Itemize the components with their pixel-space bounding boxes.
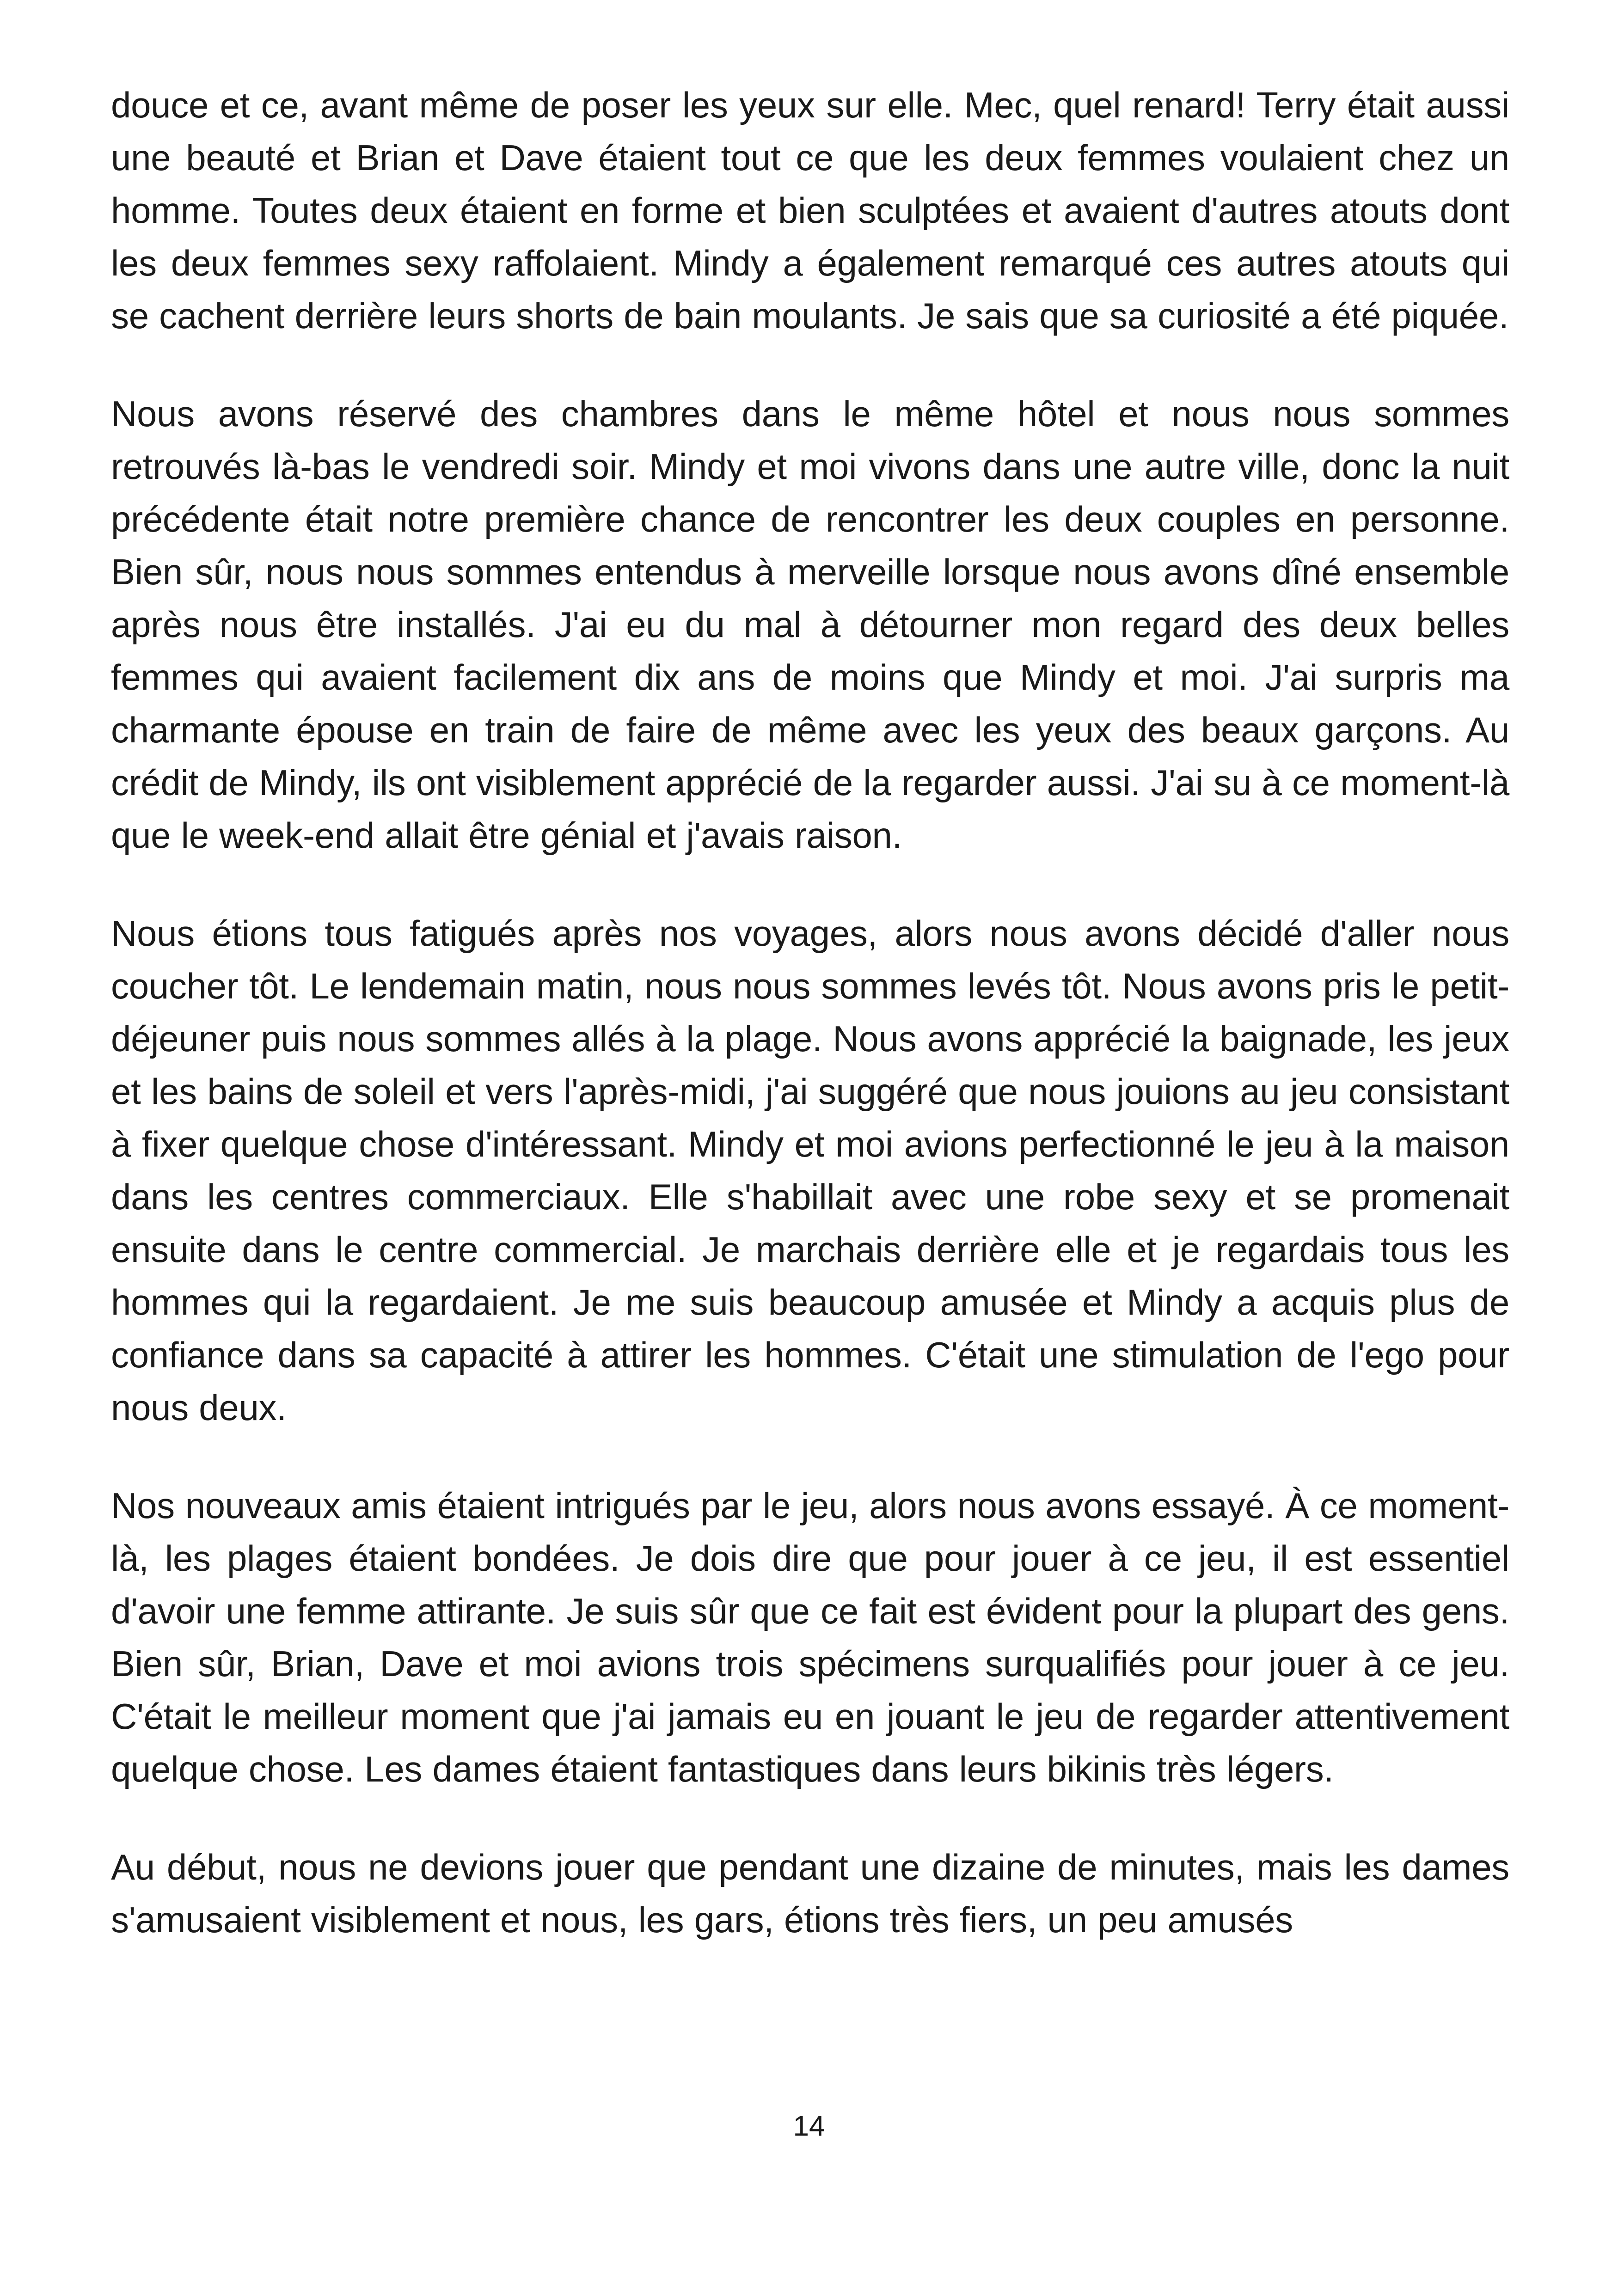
paragraph: Nos nouveaux amis étaient intrigués par le jeu, alors nous avons essayé. À ce moment-là, les plages étaient bondées. Je dois dire que pour jouer à ce jeu, il est essentiel d'avoir une femme attirante. Je suis sûr que ce fait est évident pour la plupart des gens. Bien sûr, Brian, Dave et moi avions trois spécimens surqualifiés pour jouer à ce jeu. C'était le meilleur moment que j'ai jamais eu en jouant le jeu de regarder attentivement quelque chose. Les dames étaient fantastiques dans leurs bikinis très légers. (111, 1485, 1509, 1789)
paragraph: Nous étions tous fatigués après nos voyages, alors nous avons décidé d'aller nous coucher tôt. Le lendemain matin, nous nous sommes levés tôt. Nous avons pris le petit-déjeuner puis nous sommes allés à la plage. Nous avons apprécié la baignade, les jeux et les bains de soleil et vers l'après-midi, j'ai suggéré que nous jouions au jeu consistant à fixer quelque chose d'intéressant. Mindy et moi avions perfectionné le jeu à la maison dans les centres commerciaux. Elle s'habillait avec une robe sexy et se promenait ensuite dans le centre commercial. Je marchais derrière elle et je regardais tous les hommes qui la regardaient. Je me suis beaucoup amusée et Mindy a acquis plus de confiance dans sa capacité à attirer les hommes. C'était une stimulation de l'ego pour nous deux. (111, 913, 1509, 1428)
page-number: 14 (793, 2110, 825, 2142)
page-body (111, 79, 1509, 1991)
paragraph: Nous avons réservé des chambres dans le même hôtel et nous nous sommes retrouvés là-bas le vendredi soir. Mindy et moi vivons dans une autre ville, donc la nuit précédente était notre première chance de rencontrer les deux couples en personne. Bien sûr, nous nous sommes entendus à merveille lorsque nous avons dîné ensemble après nous être installés. J'ai eu du mal à détourner mon regard des deux belles femmes qui avaient facilement dix ans de moins que Mindy et moi. J'ai surpris ma charmante épouse en train de faire de même avec les yeux des beaux garçons. Au crédit de Mindy, ils ont visiblement apprécié de la regarder aussi. J'ai su à ce moment-là que le week-end allait être génial et j'avais raison. (111, 393, 1509, 856)
paragraph: douce et ce, avant même de poser les yeux sur elle. Mec, quel renard! Terry était aussi une beauté et Brian et Dave étaient tout ce que les deux femmes voulaient chez un homme. Toutes deux étaient en forme et bien sculptées et avaient d'autres atouts dont les deux femmes sexy raffolaient. Mindy a également remarqué ces autres atouts qui se cachent derrière leurs shorts de bain moulants. Je sais que sa curiosité a été piquée. (111, 85, 1509, 336)
paragraph: Au début, nous ne devions jouer que pendant une dizaine de minutes, mais les dames s'amusaient visiblement et nous, les gars, étions très fiers, un peu amusés (111, 1847, 1509, 1940)
